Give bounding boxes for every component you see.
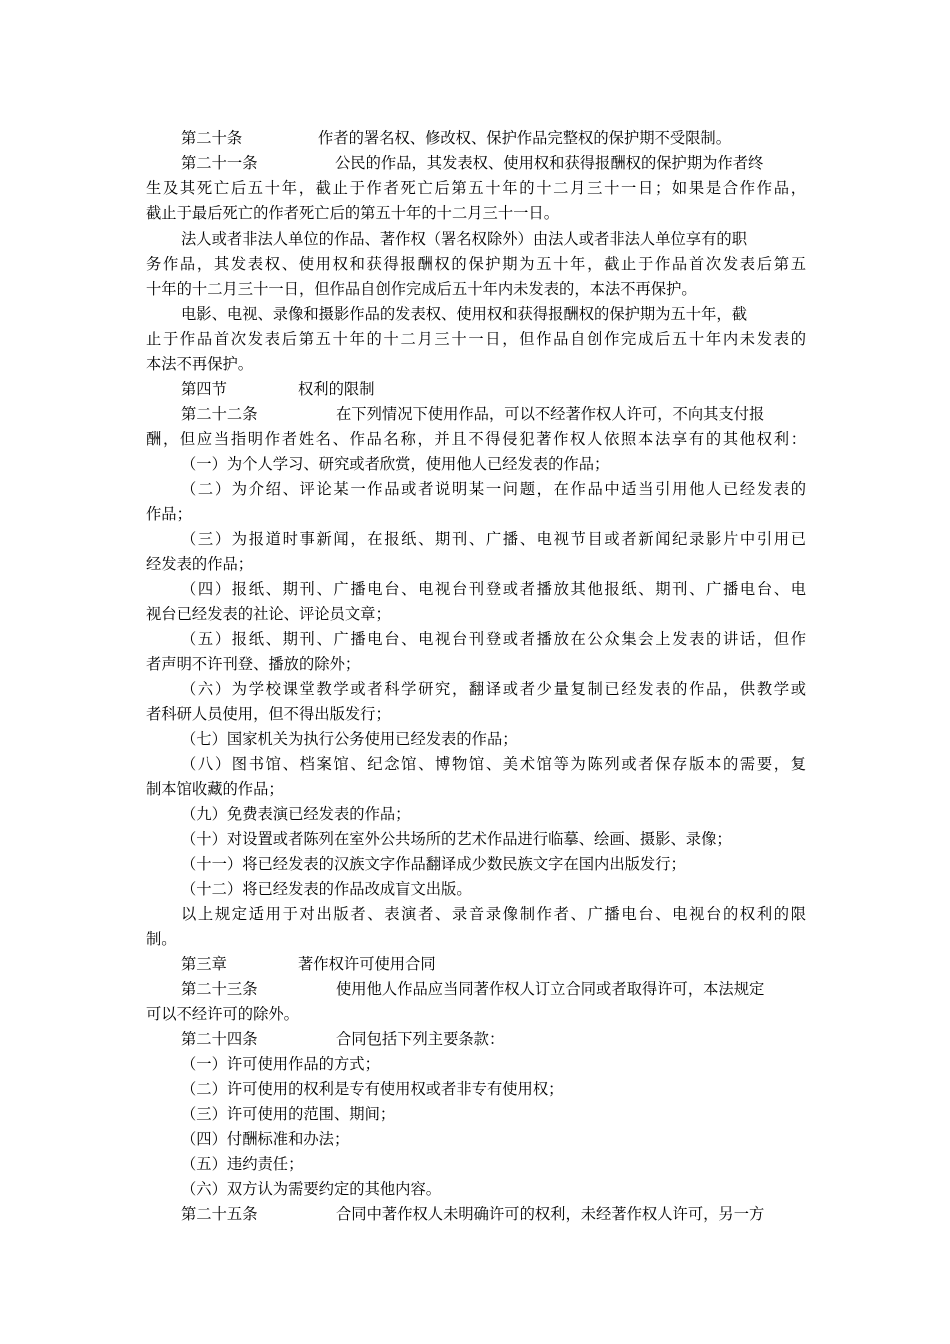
chapter-label: 第三章: [181, 955, 227, 973]
text-line: 可以不经许可的除外。: [146, 1005, 299, 1023]
list-item: （十二）将已经发表的作品改成盲文出版。: [181, 880, 472, 898]
article-25: [181, 1204, 764, 1224]
article-label: 第二十四条: [181, 1030, 258, 1048]
section-title: 权利的限制: [298, 380, 375, 398]
article-text: 合同包括下列主要条款：: [336, 1030, 505, 1048]
list-item: （六）双方认为需要约定的其他内容。: [181, 1180, 442, 1198]
article-21: [181, 153, 763, 173]
article-label: 第二十二条: [181, 405, 258, 423]
text-line: 经发表的作品；: [146, 555, 254, 573]
article-20: [181, 128, 731, 148]
text-line: 止于作品首次发表后第五十年的十二月三十一日，但作品自创作完成后五十年内未发表的: [146, 330, 806, 348]
list-item: （十）对设置或者陈列在室外公共场所的艺术作品进行临摹、绘画、摄影、录像；: [181, 830, 732, 848]
paragraph-line: 电影、电视、录像和摄影作品的发表权、使用权和获得报酬权的保护期为五十年，截: [181, 305, 747, 323]
list-item: （三）许可使用的范围、期间；: [181, 1105, 396, 1123]
list-item: （四）报纸、期刊、广播电台、电视台刊登或者播放其他报纸、期刊、广播电台、电: [181, 580, 806, 598]
article-text: 公民的作品，其发表权、使用权和获得报酬权的保护期为作者终: [335, 154, 764, 172]
article-label: 第二十条: [181, 129, 243, 147]
list-item: （五）违约责任；: [181, 1155, 304, 1173]
section-heading: [181, 379, 375, 399]
list-item: （六）为学校课堂教学或者科学研究，翻译或者少量复制已经发表的作品，供教学或: [181, 680, 806, 698]
text-line: 者科研人员使用，但不得出版发行；: [146, 705, 391, 723]
text-line: 本法不再保护。: [146, 355, 254, 373]
list-item: （二）许可使用的权利是专有使用权或者非专有使用权；: [181, 1080, 564, 1098]
list-item: （四）付酬标准和办法；: [181, 1130, 350, 1148]
list-item: （七）国家机关为执行公务使用已经发表的作品；: [181, 730, 518, 748]
article-label: 第二十三条: [181, 980, 258, 998]
text-line: 酬，但应当指明作者姓名、作品名称，并且不得侵犯著作权人依照本法享有的其他权利：: [146, 430, 806, 448]
text-line: 制。: [146, 930, 177, 948]
article-text: 在下列情况下使用作品，可以不经著作权人许可，不向其支付报: [336, 405, 765, 423]
text-line: 截止于最后死亡的作者死亡后的第五十年的十二月三十一日。: [146, 204, 560, 222]
article-text: 合同中著作权人未明确许可的权利，未经著作权人许可，另一方: [336, 1205, 765, 1223]
article-24: [181, 1029, 504, 1049]
text-line: 者声明不许刊登、播放的除外；: [146, 655, 361, 673]
text-line: 务作品，其发表权、使用权和获得报酬权的保护期为五十年，截止于作品首次发表后第五: [146, 255, 806, 273]
list-item: （一）许可使用作品的方式；: [181, 1055, 380, 1073]
list-item: （十一）将已经发表的汉族文字作品翻译成少数民族文字在国内出版发行；: [181, 855, 686, 873]
chapter-heading: [181, 954, 436, 974]
article-23: [181, 979, 764, 999]
paragraph-line: 法人或者非法人单位的作品、著作权（署名权除外）由法人或者非法人单位享有的职: [181, 230, 747, 248]
article-22: [181, 404, 764, 424]
list-item: （三）为报道时事新闻，在报纸、期刊、广播、电视节目或者新闻纪录影片中引用已: [181, 530, 806, 548]
text-line: 生及其死亡后五十年，截止于作者死亡后第五十年的十二月三十一日；如果是合作作品，: [146, 179, 806, 197]
list-item: （一）为个人学习、研究或者欣赏，使用他人已经发表的作品；: [181, 455, 610, 473]
text-line: 作品；: [146, 505, 192, 523]
text-line: 制本馆收藏的作品；: [146, 780, 284, 798]
list-item: （五）报纸、期刊、广播电台、电视台刊登或者播放在公众集会上发表的讲话，但作: [181, 630, 806, 648]
list-item: （八）图书馆、档案馆、纪念馆、博物馆、美术馆等为陈列或者保存版本的需要，复: [181, 755, 806, 773]
list-item: （二）为介绍、评论某一作品或者说明某一问题，在作品中适当引用他人已经发表的: [181, 480, 806, 498]
article-label: 第二十一条: [181, 154, 258, 172]
section-label: 第四节: [181, 380, 227, 398]
text-line: 视台已经发表的社论、评论员文章；: [146, 605, 391, 623]
paragraph-line: 以上规定适用于对出版者、表演者、录音录像制作者、广播电台、电视台的权利的限: [181, 905, 806, 923]
article-text: 使用他人作品应当同著作权人订立合同或者取得许可，本法规定: [336, 980, 765, 998]
article-label: 第二十五条: [181, 1205, 258, 1223]
list-item: （九）免费表演已经发表的作品；: [181, 805, 411, 823]
article-text: 作者的署名权、修改权、保护作品完整权的保护期不受限制。: [318, 129, 732, 147]
chapter-title: 著作权许可使用合同: [298, 955, 436, 973]
text-line: 十年的十二月三十一日，但作品自创作完成后五十年内未发表的，本法不再保护。: [146, 280, 697, 298]
